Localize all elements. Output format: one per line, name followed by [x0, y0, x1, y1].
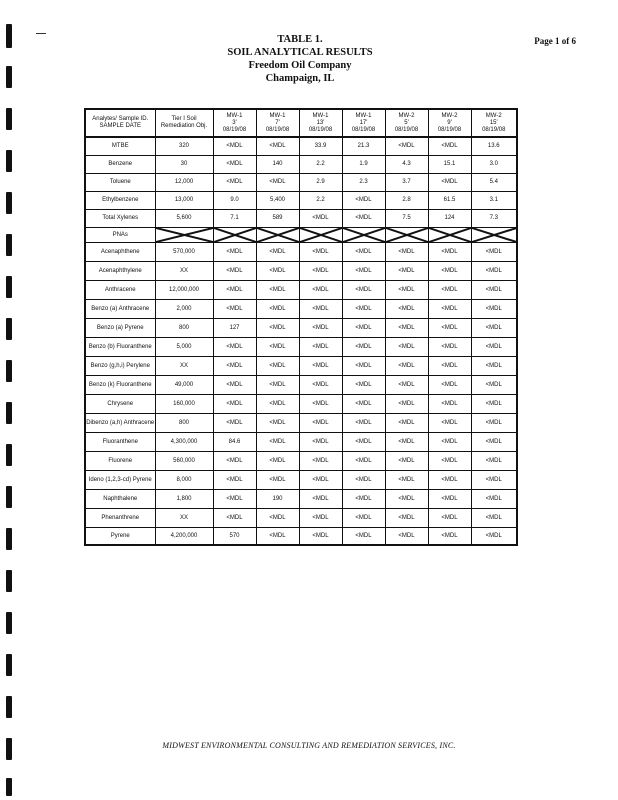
result-value: <MDL	[213, 174, 256, 192]
binder-mark	[6, 402, 12, 424]
result-value: <MDL	[428, 414, 471, 433]
result-value: 2.2	[299, 156, 342, 174]
result-value: <MDL	[299, 243, 342, 262]
soil-results-table	[84, 108, 518, 546]
result-value: <MDL	[471, 357, 517, 376]
binder-mark	[6, 570, 12, 592]
cross-mark-icon	[343, 228, 385, 242]
result-value: <MDL	[299, 414, 342, 433]
remediation-objective: XX	[155, 357, 213, 376]
table-row	[85, 300, 517, 319]
remediation-objective: 5,000	[155, 338, 213, 357]
analyte-name: Benzo (a) Pyrene	[85, 319, 155, 338]
result-value: <MDL	[299, 509, 342, 528]
result-value: <MDL	[471, 395, 517, 414]
result-value: 2.9	[299, 174, 342, 192]
table-row	[85, 262, 517, 281]
result-value: <MDL	[471, 528, 517, 546]
remediation-objective: XX	[155, 262, 213, 281]
result-value: <MDL	[385, 490, 428, 509]
result-value: 3.7	[385, 174, 428, 192]
column-header	[299, 109, 342, 137]
result-value: <MDL	[428, 509, 471, 528]
result-value: <MDL	[428, 281, 471, 300]
cross-mark-icon	[429, 228, 471, 242]
result-value: <MDL	[256, 528, 299, 546]
sample-id: MW-1	[226, 112, 243, 119]
sample-date: 08/19/08	[265, 126, 290, 133]
remediation-objective: XX	[155, 509, 213, 528]
sample-depth: 13'	[316, 119, 325, 126]
sample-depth: 9'	[447, 119, 452, 126]
result-value: <MDL	[385, 338, 428, 357]
remediation-objective: 4,300,000	[155, 433, 213, 452]
analyte-name: Dibenzo (a,h) Anthracene	[85, 414, 155, 433]
table-row	[85, 376, 517, 395]
result-value: <MDL	[471, 490, 517, 509]
remediation-objective: 320	[155, 137, 213, 156]
result-value: <MDL	[385, 395, 428, 414]
analyte-name: Benzo (b) Fluoranthene	[85, 338, 155, 357]
result-value: <MDL	[385, 433, 428, 452]
column-header-line: Analytes/ Sample ID.	[92, 116, 149, 122]
sample-depth: 3'	[232, 119, 237, 126]
analyte-name: Ideno (1,2,3-cd) Pyrene	[85, 471, 155, 490]
result-value: <MDL	[299, 300, 342, 319]
result-value: <MDL	[385, 471, 428, 490]
result-value: <MDL	[428, 395, 471, 414]
result-value: <MDL	[342, 262, 385, 281]
result-value: 127	[213, 319, 256, 338]
result-value: <MDL	[256, 174, 299, 192]
analyte-name: Benzo (k) Fluoranthene	[85, 376, 155, 395]
result-value: <MDL	[471, 471, 517, 490]
result-value: <MDL	[299, 490, 342, 509]
result-value: <MDL	[471, 452, 517, 471]
remediation-objective: 4,200,000	[155, 528, 213, 546]
table-row	[85, 357, 517, 376]
result-value: <MDL	[213, 300, 256, 319]
result-value: <MDL	[213, 243, 256, 262]
cross-mark-icon	[472, 228, 517, 242]
remediation-objective: 12,000	[155, 174, 213, 192]
result-value: <MDL	[428, 490, 471, 509]
result-value: <MDL	[299, 452, 342, 471]
result-value: 190	[256, 490, 299, 509]
result-value: <MDL	[428, 433, 471, 452]
result-value: <MDL	[471, 319, 517, 338]
result-value: <MDL	[342, 509, 385, 528]
binder-mark	[6, 778, 12, 796]
column-header	[256, 109, 299, 137]
sample-id: MW-1	[355, 112, 372, 119]
sample-depth: 15'	[489, 119, 498, 126]
result-value: <MDL	[471, 509, 517, 528]
result-value: 33.9	[299, 137, 342, 156]
result-value: 9.0	[213, 192, 256, 210]
title-line-2: SOIL ANALYTICAL RESULTS	[227, 47, 373, 58]
result-value: <MDL	[342, 528, 385, 546]
sample-depth: 17'	[359, 119, 368, 126]
sample-id: MW-2	[441, 112, 458, 119]
result-value: 2.3	[342, 174, 385, 192]
result-value: <MDL	[342, 281, 385, 300]
result-value: <MDL	[256, 433, 299, 452]
result-value: <MDL	[385, 357, 428, 376]
table-row	[85, 243, 517, 262]
table-row	[85, 192, 517, 210]
table-row	[85, 433, 517, 452]
result-value: 61.5	[428, 192, 471, 210]
crossed-out-cell	[155, 228, 213, 243]
table-header-row	[85, 109, 517, 137]
result-value: <MDL	[385, 243, 428, 262]
result-value: <MDL	[256, 137, 299, 156]
remediation-objective: 1,800	[155, 490, 213, 509]
table-row	[85, 281, 517, 300]
result-value: <MDL	[213, 490, 256, 509]
binder-mark	[6, 612, 12, 634]
result-value: 5,400	[256, 192, 299, 210]
crossed-out-cell	[299, 228, 342, 243]
sample-date: 08/19/08	[308, 126, 333, 133]
analyte-name: Benzene	[85, 156, 155, 174]
binder-mark	[6, 486, 12, 508]
analyte-name: Benzo (a) Anthracene	[85, 300, 155, 319]
binder-mark	[6, 696, 12, 718]
result-value: <MDL	[385, 452, 428, 471]
column-header	[428, 109, 471, 137]
cross-mark-icon	[300, 228, 342, 242]
result-value: <MDL	[385, 262, 428, 281]
remediation-objective: 49,000	[155, 376, 213, 395]
result-value: <MDL	[428, 357, 471, 376]
binder-mark	[6, 318, 12, 340]
result-value: <MDL	[385, 300, 428, 319]
result-value: <MDL	[213, 509, 256, 528]
sample-date: 08/19/08	[437, 126, 462, 133]
result-value: <MDL	[213, 281, 256, 300]
result-value: 7.3	[471, 210, 517, 228]
result-value: <MDL	[256, 509, 299, 528]
result-value: <MDL	[471, 433, 517, 452]
sample-date: 08/19/08	[351, 126, 376, 133]
column-header-line: Remediation Obj.	[160, 123, 208, 129]
result-value: <MDL	[213, 156, 256, 174]
table-row	[85, 490, 517, 509]
remediation-objective: 2,000	[155, 300, 213, 319]
result-value: <MDL	[428, 471, 471, 490]
result-value: <MDL	[428, 452, 471, 471]
binder-mark	[6, 234, 12, 256]
result-value: <MDL	[428, 528, 471, 546]
page-number: Page 1 of 6	[534, 36, 576, 46]
sample-depth: 5'	[404, 119, 409, 126]
result-value: <MDL	[299, 395, 342, 414]
result-value: <MDL	[299, 338, 342, 357]
crossed-out-cell	[385, 228, 428, 243]
result-value: 13.6	[471, 137, 517, 156]
result-value: <MDL	[213, 262, 256, 281]
result-value: 3.1	[471, 192, 517, 210]
result-value: 140	[256, 156, 299, 174]
analyte-name: Acenaphthylene	[85, 262, 155, 281]
crossed-out-cell	[428, 228, 471, 243]
result-value: <MDL	[299, 319, 342, 338]
result-value: <MDL	[213, 414, 256, 433]
result-value: <MDL	[428, 174, 471, 192]
result-value: <MDL	[213, 452, 256, 471]
sample-date: 08/19/08	[394, 126, 419, 133]
result-value: <MDL	[428, 243, 471, 262]
table-row	[85, 528, 517, 546]
remediation-objective: 570,000	[155, 243, 213, 262]
analyte-name: Total Xylenes	[85, 210, 155, 228]
column-header	[85, 109, 155, 137]
table-row	[85, 174, 517, 192]
sample-id: MW-1	[269, 112, 286, 119]
result-value: <MDL	[213, 357, 256, 376]
result-value: <MDL	[256, 471, 299, 490]
table-row	[85, 338, 517, 357]
table-row	[85, 395, 517, 414]
binder-mark	[6, 192, 12, 214]
result-value: 589	[256, 210, 299, 228]
result-value: <MDL	[471, 300, 517, 319]
analyte-name: Ethylbenzene	[85, 192, 155, 210]
column-header	[155, 109, 213, 137]
result-value: <MDL	[256, 395, 299, 414]
result-value: <MDL	[299, 433, 342, 452]
result-value: <MDL	[256, 338, 299, 357]
result-value: <MDL	[299, 376, 342, 395]
result-value: <MDL	[213, 376, 256, 395]
analyte-name: Anthracene	[85, 281, 155, 300]
result-value: <MDL	[471, 376, 517, 395]
result-value: <MDL	[256, 319, 299, 338]
table-row	[85, 210, 517, 228]
result-value: <MDL	[213, 137, 256, 156]
result-value: <MDL	[342, 210, 385, 228]
remediation-objective: 8,000	[155, 471, 213, 490]
result-value: <MDL	[342, 490, 385, 509]
remediation-objective: 800	[155, 414, 213, 433]
remediation-objective: 5,600	[155, 210, 213, 228]
result-value: <MDL	[256, 414, 299, 433]
table-row	[85, 509, 517, 528]
result-value: <MDL	[428, 262, 471, 281]
result-value: <MDL	[471, 338, 517, 357]
result-value: 2.8	[385, 192, 428, 210]
result-value: <MDL	[342, 395, 385, 414]
result-value: 21.3	[342, 137, 385, 156]
analyte-name: Fluorene	[85, 452, 155, 471]
result-value: <MDL	[385, 281, 428, 300]
remediation-objective: 30	[155, 156, 213, 174]
sample-id: MW-2	[398, 112, 415, 119]
result-value: 124	[428, 210, 471, 228]
result-value: <MDL	[256, 452, 299, 471]
result-value: <MDL	[428, 137, 471, 156]
column-header-line: Tier I Soil	[171, 116, 197, 122]
analyte-name: Benzo (g,h,i) Perylene	[85, 357, 155, 376]
result-value: <MDL	[213, 338, 256, 357]
result-value: <MDL	[342, 300, 385, 319]
table-row	[85, 414, 517, 433]
result-value: <MDL	[471, 281, 517, 300]
binder-mark	[6, 150, 12, 172]
column-header	[213, 109, 256, 137]
binder-mark	[6, 276, 12, 298]
crossed-out-cell	[342, 228, 385, 243]
result-value: <MDL	[256, 357, 299, 376]
result-value: 1.9	[342, 156, 385, 174]
result-value: 3.0	[471, 156, 517, 174]
result-value: <MDL	[428, 338, 471, 357]
result-value: <MDL	[342, 338, 385, 357]
cross-mark-icon	[214, 228, 256, 242]
sample-id: MW-2	[485, 112, 502, 119]
result-value: <MDL	[428, 300, 471, 319]
result-value: <MDL	[342, 414, 385, 433]
result-value: <MDL	[299, 210, 342, 228]
result-value: <MDL	[256, 281, 299, 300]
column-header	[342, 109, 385, 137]
title-line-3: Freedom Oil Company	[248, 60, 352, 71]
result-value: 7.1	[213, 210, 256, 228]
result-value: <MDL	[471, 262, 517, 281]
result-value: <MDL	[428, 319, 471, 338]
analyte-name: Pyrene	[85, 528, 155, 546]
analyte-name: Acenaphthene	[85, 243, 155, 262]
result-value: 5.4	[471, 174, 517, 192]
table-row	[85, 452, 517, 471]
sample-id: MW-1	[312, 112, 329, 119]
crossed-out-cell	[213, 228, 256, 243]
result-value: <MDL	[299, 357, 342, 376]
binder-mark	[6, 108, 12, 130]
binder-mark	[6, 360, 12, 382]
result-value: <MDL	[342, 192, 385, 210]
result-value: <MDL	[342, 471, 385, 490]
result-value: <MDL	[342, 357, 385, 376]
result-value: <MDL	[385, 137, 428, 156]
result-value: <MDL	[428, 376, 471, 395]
binder-mark	[6, 654, 12, 676]
analyte-name: Toluene	[85, 174, 155, 192]
column-header	[385, 109, 428, 137]
pna-section-row	[85, 228, 517, 243]
result-value: <MDL	[256, 243, 299, 262]
sample-date: 08/19/08	[482, 126, 506, 133]
result-value: <MDL	[342, 433, 385, 452]
result-value: <MDL	[299, 528, 342, 546]
analyte-name: Naphthalene	[85, 490, 155, 509]
table-row	[85, 156, 517, 174]
result-value: <MDL	[299, 262, 342, 281]
remediation-objective: 560,000	[155, 452, 213, 471]
result-value: <MDL	[342, 376, 385, 395]
result-value: <MDL	[256, 376, 299, 395]
binder-mark	[6, 528, 12, 550]
pna-section-label: PNAs	[85, 228, 155, 243]
result-value: 2.2	[299, 192, 342, 210]
column-header	[471, 109, 517, 137]
result-value: 570	[213, 528, 256, 546]
table-row	[85, 471, 517, 490]
result-value: <MDL	[299, 281, 342, 300]
remediation-objective: 13,000	[155, 192, 213, 210]
result-value: <MDL	[385, 319, 428, 338]
result-value: <MDL	[385, 509, 428, 528]
sample-date: 08/19/08	[222, 126, 247, 133]
cross-mark-icon	[257, 228, 299, 242]
result-value: 15.1	[428, 156, 471, 174]
result-value: <MDL	[342, 243, 385, 262]
title-line-1: TABLE 1.	[277, 34, 323, 45]
table-row	[85, 319, 517, 338]
analyte-name: Chrysene	[85, 395, 155, 414]
result-value: 7.5	[385, 210, 428, 228]
sample-depth: 7'	[275, 119, 280, 126]
result-value: <MDL	[342, 452, 385, 471]
table-row	[85, 137, 517, 156]
title-line-4: Champaign, IL	[265, 73, 335, 84]
analyte-name: Fluoranthene	[85, 433, 155, 452]
result-value: <MDL	[385, 528, 428, 546]
remediation-objective: 12,000,000	[155, 281, 213, 300]
result-value: 4.3	[385, 156, 428, 174]
crossed-out-cell	[471, 228, 517, 243]
remediation-objective: 800	[155, 319, 213, 338]
footer-company: MIDWEST ENVIRONMENTAL CONSULTING AND REMEDIATION SERVICES, INC.	[162, 741, 456, 750]
result-value: <MDL	[471, 414, 517, 433]
result-value: <MDL	[471, 243, 517, 262]
result-value: <MDL	[299, 471, 342, 490]
crossed-out-cell	[256, 228, 299, 243]
result-value: <MDL	[385, 414, 428, 433]
result-value: <MDL	[256, 300, 299, 319]
cross-mark-icon	[156, 228, 213, 242]
remediation-objective: 160,000	[155, 395, 213, 414]
analyte-name: MTBE	[85, 137, 155, 156]
result-value: <MDL	[256, 262, 299, 281]
result-value: 84.6	[213, 433, 256, 452]
cross-mark-icon	[386, 228, 428, 242]
result-value: <MDL	[213, 395, 256, 414]
column-header-line: SAMPLE DATE	[99, 123, 142, 129]
analyte-name: Phenanthrene	[85, 509, 155, 528]
result-value: <MDL	[213, 471, 256, 490]
binder-mark	[6, 444, 12, 466]
result-value: <MDL	[385, 376, 428, 395]
result-value: <MDL	[342, 319, 385, 338]
